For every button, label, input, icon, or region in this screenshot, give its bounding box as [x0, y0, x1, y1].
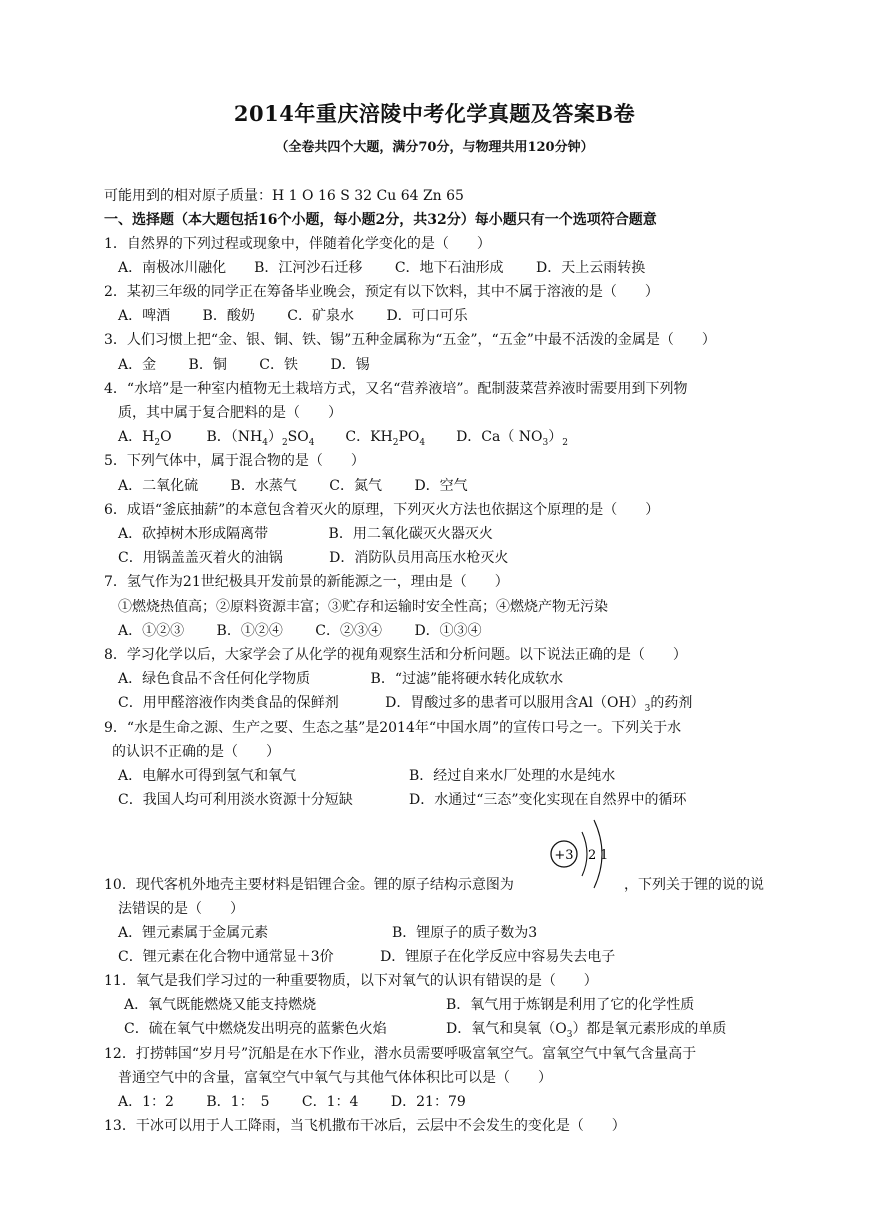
- question-9-option-b: B．经过自来水厂处理的水是纯水: [409, 768, 616, 784]
- question-11-option-a: A．氧气既能燃烧又能支持燃烧: [124, 997, 317, 1013]
- question-12: 12．打捞韩国“岁月号”沉船是在水下作业，潜水员需要呼吸富氧空气。富氧空气中氧气含量高于: [104, 1046, 697, 1062]
- page-subtitle: （全卷共四个大题，满分70分，与物理共用120分钟）: [275, 140, 594, 155]
- shell-1-count: 2: [588, 848, 597, 863]
- question-7: 7．氢气作为21世纪极具开发前景的新能源之一，理由是（ ）: [104, 574, 509, 590]
- question-5: 5．下列气体中，属于混合物的是（ ）: [104, 453, 365, 469]
- question-11-option-b: B．氧气用于炼钢是利用了它的化学性质: [446, 997, 695, 1013]
- question-4-options: [118, 427, 568, 453]
- nucleus-label: +3: [554, 848, 574, 863]
- question-8: 8．学习化学以后，大家学会了从化学的视角观察生活和分析问题。以下说法正确的是（ ）: [104, 647, 687, 663]
- question-9: 9．“水是生命之源、生产之要、生态之基”是2014年“中国水周”的宣传口号之一。下列关于水: [104, 720, 682, 736]
- option-a: A．$H_2O$: [118, 429, 172, 448]
- question-4: 4．“水培”是一种室内植物无土栽培方式，又名“营养液培”。配制菠菜营养液时需要用到下列物: [104, 381, 688, 397]
- lithium-atom-diagram: [548, 812, 618, 894]
- question-2-options: A．啤酒 B．酸奶 C．矿泉水 D．可口可乐: [118, 308, 468, 324]
- question-1-options: A．南极冰川融化 B．江河沙石迁移 C．地下石油形成 D．天上云雨转换: [118, 260, 646, 276]
- question-10-tail: ，下列关于锂的说的说: [624, 877, 764, 893]
- question-10-cont: 法错误的是（ ）: [118, 901, 244, 917]
- question-11-option-c: C．硫在氧气中燃烧发出明亮的蓝紫色火焰: [124, 1021, 387, 1037]
- option-b: B．$(NH_4)_2SO_4$: [206, 429, 315, 448]
- question-3: 3．人们习惯上把“金、银、铜、铁、锡”五种金属称为“五金”，“五金”中最不活泼的金属是（ ）: [104, 332, 716, 348]
- atomic-mass-line: 可能用到的相对原子质量：H 1 O 16 S 32 Cu 64 Zn 65: [104, 188, 464, 204]
- question-9-cont: 的认识不正确的是（ ）: [112, 744, 280, 760]
- question-13: 13．干冰可以用于人工降雨，当飞机撒布干冰后，云层中不会发生的变化是（ ）: [104, 1118, 626, 1134]
- question-5-options: A．二氧化硫 B．水蒸气 C．氮气 D．空气: [118, 478, 468, 494]
- question-9-option-c: C．我国人均可利用淡水资源十分短缺: [118, 792, 353, 808]
- question-11: 11．氧气是我们学习过的一种重要物质，以下对氧气的认识有错误的是（ ）: [104, 973, 598, 989]
- question-8-options-cd: C．用甲醛溶液作肉类食品的保鲜剂 D．胃酸过多的患者可以服用含$Al(OH)_3$的药剂: [118, 695, 693, 714]
- question-2: 2．某初三年级的同学正在筹备毕业晚会，预定有以下饮料，其中不属于溶液的是（ ）: [104, 284, 659, 300]
- option-c: C．$KH_2PO_4$: [345, 429, 426, 448]
- option-d: D．Ca（ $NO_3)_2$: [456, 429, 568, 448]
- question-11-option-d: D．氧气和臭氧$(O_3)$都是氧元素形成的单质: [446, 1021, 727, 1040]
- question-6-options-ab: A．砍掉树木形成隔离带 B．用二氧化碳灭火器灭火: [118, 526, 493, 542]
- question-7-statements: ①燃烧热值高；②原料资源丰富；③贮存和运输时安全性高；④燃烧产物无污染: [118, 599, 608, 615]
- question-12-cont: 普通空气中的含量，富氧空气中氧气与其他气体体积比可以是（ ）: [118, 1070, 552, 1086]
- question-8-options-ab: A．绿色食品不含任何化学物质 B．“过滤”能将硬水转化成软水: [118, 671, 564, 687]
- question-7-options: A．①②③ B．①②④ C．②③④ D．①③④: [118, 623, 482, 639]
- question-1: 1．自然界的下列过程或现象中，伴随着化学变化的是（ ）: [104, 236, 491, 252]
- question-10-option-a: A．锂元素属于金属元素: [118, 925, 269, 941]
- question-4-cont: 质，其中属于复合肥料的是（ ）: [118, 405, 342, 421]
- question-3-options: A．金 B．铜 C．铁 D．锡: [118, 357, 370, 373]
- question-6: 6．成语“釜底抽薪”的本意包含着灭火的原理，下列灭火方法也依据这个原理的是（ ）: [104, 502, 660, 518]
- question-9-option-d: D．水通过“三态”变化实现在自然界中的循环: [409, 792, 687, 808]
- shell-2-count: 1: [600, 848, 609, 863]
- page-title: 2014年重庆涪陵中考化学真题及答案B卷: [233, 101, 636, 126]
- question-10-options-cd: C．锂元素在化合物中通常显＋3价 D．锂原子在化学反应中容易失去电子: [118, 949, 616, 965]
- question-12-options: A．1：2 B．1： 5 C．1：4 D．21：79: [118, 1094, 466, 1110]
- question-6-options-cd: C．用锅盖盖灭着火的油锅 D．消防队员用高压水枪灭火: [118, 550, 509, 566]
- question-9-option-a: A．电解水可得到氢气和氧气: [118, 768, 297, 784]
- question-10-option-b: B．锂原子的质子数为3: [392, 925, 538, 941]
- section-heading: 一、选择题（本大题包括16个小题，每小题2分，共32分）每小题只有一个选项符合题意: [104, 212, 657, 228]
- question-10: 10．现代客机外地壳主要材料是铝锂合金。锂的原子结构示意图为: [104, 877, 514, 893]
